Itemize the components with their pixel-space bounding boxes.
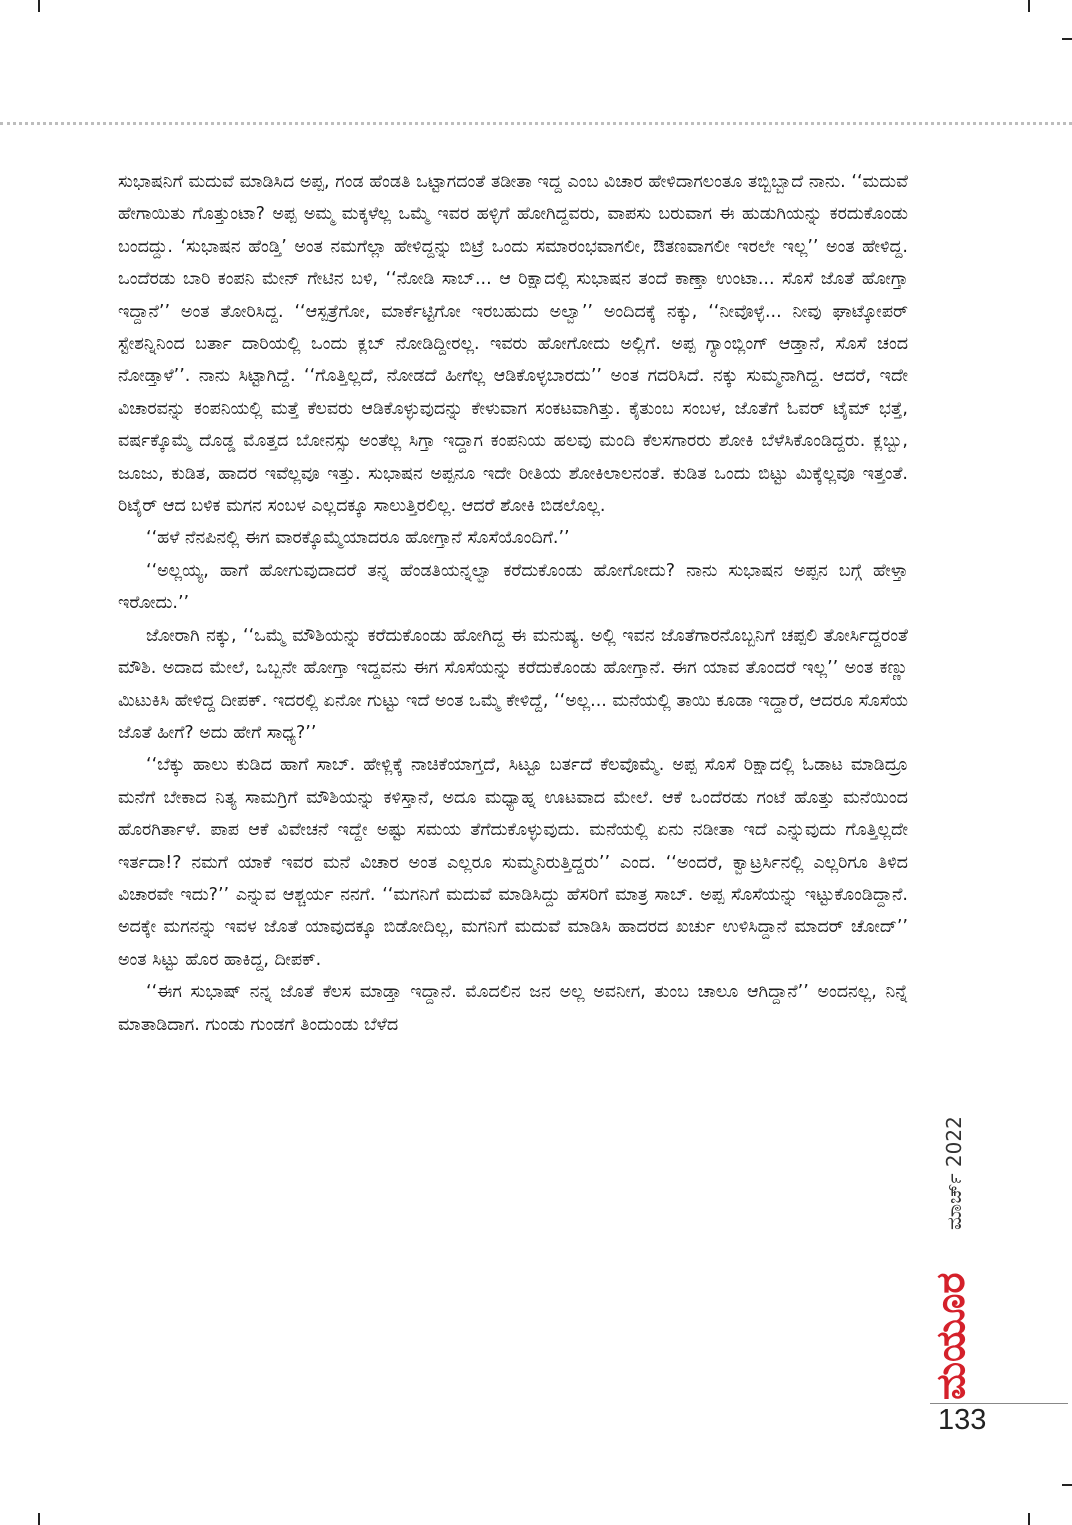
crop-mark-right-top (1062, 38, 1072, 40)
crop-mark-top-right (1028, 0, 1030, 12)
dotted-separator (0, 122, 1072, 125)
crop-mark-top-left (38, 0, 40, 12)
sidebar-masthead (912, 1040, 988, 1400)
issue-date: ಮಾರ್ಚ್ 2022 (942, 1116, 966, 1230)
paragraph: ಜೋರಾಗಿ ನಕ್ಕು, ‘‘ಒಮ್ಮೆ ಮೌಶಿಯನ್ನು ಕರೆದುಕೊಂಡು ಹೋಗಿದ್ದ ಈ ಮನುಷ್ಯ. ಅಲ್ಲಿ ಇವನ ಜೊತೆಗಾರನೊಬ್ಬನಿಗೆ ಚಪ್ಪಲಿ ತೋರ್ಸಿದ್ದರಂತೆ ಮೌಶಿ. ಅದಾದ ಮೇಲೆ, ಒಬ್ಬನೇ ಹೋಗ್ತಾ ಇದ್ದವನು ಈಗ ಸೊಸೆಯನ್ನು ಕರೆದುಕೊಂಡು ಹೋಗ್ತಾನೆ. ಈಗ ಯಾವ ತೊಂದರೆ ಇಲ್ಲ’’ ಅಂತ ಕಣ್ಣು ಮಿಟುಕಿಸಿ ಹೇಳಿದ್ದ ದೀಪಕ್. ಇದರಲ್ಲಿ ಏನೋ ಗುಟ್ಟು ಇದೆ ಅಂತ ಒಮ್ಮೆ ಕೇಳಿದ್ದೆ, ‘‘ಅಲ್ಲ... ಮನೆಯಲ್ಲಿ ತಾಯಿ ಕೂಡಾ ಇದ್ದಾರೆ, ಆದರೂ ಸೊಸೆಯ ಜೊತೆ ಹೀಗೆ? ಅದು ಹೇಗೆ ಸಾಧ್ಯ?’’ (118, 625, 908, 743)
paragraph: ‘‘ಹಳೆ ನೆನಪಿನಲ್ಲಿ ಈಗ ವಾರಕ್ಕೊಮ್ಮೆಯಾದರೂ ಹೋಗ್ತಾನೆ ಸೊಸೆಯೊಂದಿಗೆ.’’ (146, 528, 570, 549)
paragraph: ‘‘ಬೆಕ್ಕು ಹಾಲು ಕುಡಿದ ಹಾಗೆ ಸಾಬ್. ಹೇಳ್ಲಿಕ್ಕೆ ನಾಚಿಕೆಯಾಗ್ತದೆ, ಸಿಟ್ಟೂ ಬರ್ತದೆ ಕೆಲವೊಮ್ಮೆ. ಅಪ್ಪ ಸೊಸೆ ರಿಕ್ಷಾದಲ್ಲಿ ಓಡಾಟ ಮಾಡಿದ್ರೂ ಮನೆಗೆ ಬೇಕಾದ ನಿತ್ಯ ಸಾಮಗ್ರಿಗೆ ಮೌಶಿಯನ್ನು ಕಳಿಸ್ತಾನೆ, ಅದೂ ಮಧ್ಯಾಹ್ನ ಊಟವಾದ ಮೇಲೆ. ಆಕೆ ಒಂದೆರಡು ಗಂಟೆ ಹೊತ್ತು ಮನೆಯಿಂದ ಹೊರಗಿರ್ತಾಳೆ. ಪಾಪ ಆಕೆ ವಿವೇಚನೆ ಇದ್ದೇ ಅಷ್ಟು ಸಮಯ ತೆಗೆದುಕೊಳ್ಳುವುದು. ಮನೆಯಲ್ಲಿ ಏನು ನಡೀತಾ ಇದೆ ಎನ್ನುವುದು ಗೊತ್ತಿಲ್ಲದೇ ಇರ್ತದಾ!? ನಮಗೆ ಯಾಕೆ ಇವರ ಮನೆ ವಿಚಾರ ಅಂತ ಎಲ್ಲರೂ ಸುಮ್ಮನಿರುತ್ತಿದ್ದರು’’ ಎಂದ. ‘‘ಅಂದರೆ, ಕ್ವಾಟ್ರರ್ಸಿನಲ್ಲಿ ಎಲ್ಲರಿಗೂ ತಿಳಿದ ವಿಚಾರವೇ ಇದು?’’ ಎನ್ನುವ ಆಶ್ಚರ್ಯ ನನಗೆ. ‘‘ಮಗನಿಗೆ ಮದುವೆ ಮಾಡಿಸಿದ್ದು ಹೆಸರಿಗೆ ಮಾತ್ರ ಸಾಬ್. ಅಪ್ಪ ಸೊಸೆಯನ್ನು ಇಟ್ಟುಕೊಂಡಿದ್ದಾನೆ. ಅದಕ್ಕೇ ಮಗನನ್ನು ಇವಳ ಜೊತೆ ಯಾವುದಕ್ಕೂ ಬಿಡೋದಿಲ್ಲ, ಮಗನಿಗೆ ಮದುವೆ ಮಾಡಿಸಿ ಹಾದರದ ಖರ್ಚು ಉಳಿಸಿದ್ದಾನೆ ಮಾದರ್ ಚೋದ್’’ ಅಂತ ಸಿಟ್ಟು ಹೊರ ಹಾಕಿದ್ದ, ದೀಪಕ್. (118, 755, 908, 970)
paragraph: ‘‘ಈಗ ಸುಭಾಷ್ ನನ್ನ ಜೊತೆ ಕೆಲಸ ಮಾಡ್ತಾ ಇದ್ದಾನೆ. ಮೊದಲಿನ ಜನ ಅಲ್ಲ ಅವನೀಗ, ತುಂಬ ಚಾಲೂ ಆಗಿದ್ದಾನೆ’’ ಅಂದನಲ್ಲ, ನಿನ್ನೆ ಮಾತಾಡಿದಾಗ. ಗುಂಡು ಗುಂಡಗೆ ತಿಂದುಂಡು ಬೆಳೆದ (118, 982, 908, 1035)
crop-mark-bottom-right (1028, 1513, 1030, 1525)
crop-mark-right-bottom (1062, 1484, 1072, 1486)
magazine-logo: ಮಯೂರ (928, 1272, 974, 1400)
article-body (118, 166, 908, 1041)
paragraph: ‘‘ಅಲ್ಲಯ್ಯ, ಹಾಗೆ ಹೋಗುವುದಾದರೆ ತನ್ನ ಹೆಂಡತಿಯನ್ನಲ್ವಾ ಕರೆದುಕೊಂಡು ಹೋಗೋದು? ನಾನು ಸುಭಾಷನ ಅಪ್ಪನ ಬಗ್ಗೆ ಹೇಳ್ತಾ ಇರೋದು.’’ (118, 560, 908, 614)
crop-mark-bottom-left (38, 1513, 40, 1525)
paragraph: ಸುಭಾಷನಿಗೆ ಮದುವೆ ಮಾಡಿಸಿದ ಅಪ್ಪ, ಗಂಡ ಹೆಂಡತಿ ಒಟ್ಟಾಗದಂತೆ ತಡೀತಾ ಇದ್ದ ಎಂಬ ವಿಚಾರ ಹೇಳಿದಾಗಲಂತೂ ತಬ್ಬಿಬ್ಬಾದೆ ನಾನು. ‘‘ಮದುವೆ ಹೇಗಾಯಿತು ಗೊತ್ತುಂಟಾ? ಅಪ್ಪ ಅಮ್ಮ ಮಕ್ಕಳೆಲ್ಲ ಒಮ್ಮೆ ಇವರ ಹಳ್ಳಿಗೆ ಹೋಗಿದ್ದವರು, ವಾಪಸು ಬರುವಾಗ ಈ ಹುಡುಗಿಯನ್ನು ಕರದುಕೊಂಡು ಬಂದದ್ದು. ‘ಸುಭಾಷನ ಹೆಂಡ್ತಿ’ ಅಂತ ನಮಗೆಲ್ಲಾ ಹೇಳಿದ್ದನ್ನು ಬಿಟ್ರೆ ಒಂದು ಸಮಾರಂಭವಾಗಲೀ, ಔತಣವಾಗಲೀ ಇರಲೇ ಇಲ್ಲ’’ ಅಂತ ಹೇಳಿದ್ದ. ಒಂದೆರಡು ಬಾರಿ ಕಂಪನಿ ಮೇನ್ ಗೇಟಿನ ಬಳಿ, ‘‘ನೋಡಿ ಸಾಬ್... ಆ ರಿಕ್ಷಾದಲ್ಲಿ ಸುಭಾಷನ ತಂದೆ ಕಾಣ್ತಾ ಉಂಟಾ... ಸೊಸೆ ಜೊತೆ ಹೋಗ್ತಾ ಇದ್ದಾನೆ’’ ಅಂತ ತೋರಿಸಿದ್ದ. ‘‘ಆಸ್ಪತ್ರೆಗೋ, ಮಾರ್ಕೆಟ್ಟಿಗೋ ಇರಬಹುದು ಅಲ್ವಾ’’ ಅಂದಿದಕ್ಕೆ ನಕ್ಕು, ‘‘ನೀವೊಳ್ಳೆ... ನೀವು ಘಾಟ್ಕೋಪರ್ ಸ್ಟೇಶನ್ನಿನಿಂದ ಬರ್ತಾ ದಾರಿಯಲ್ಲಿ ಒಂದು ಕ್ಲಬ್ ನೋಡಿದ್ದೀರಲ್ಲ. ಇವರು ಹೋಗೋದು ಅಲ್ಲಿಗೆ. ಅಪ್ಪ ಗ್ಯಾಂಬ್ಲಿಂಗ್ ಆಡ್ತಾನೆ, ಸೊಸೆ ಚಂದ ನೋಡ್ತಾಳೆ’’. ನಾನು ಸಿಟ್ಟಾಗಿದ್ದೆ. ‘‘ಗೊತ್ತಿಲ್ಲದೆ, ನೋಡದೆ ಹೀಗೆಲ್ಲ ಆಡಿಕೊಳ್ಳಬಾರದು’’ ಅಂತ ಗದರಿಸಿದೆ. ನಕ್ಕು ಸುಮ್ಮನಾಗಿದ್ದ. ಆದರೆ, ಇದೇ ವಿಚಾರವನ್ನು ಕಂಪನಿಯಲ್ಲಿ ಮತ್ತೆ ಕೆಲವರು ಆಡಿಕೊಳ್ಳುವುದನ್ನು ಕೇಳುವಾಗ ಸಂಕಟವಾಗಿತ್ತು. ಕೈತುಂಬ ಸಂಬಳ, ಜೊತೆಗೆ ಓವರ್ ಟೈಮ್ ಭತ್ತೆ, ವರ್ಷಕ್ಕೊಮ್ಮೆ ದೊಡ್ಡ ಮೊತ್ತದ ಬೋನಸ್ಸು ಅಂತೆಲ್ಲ ಸಿಗ್ತಾ ಇದ್ದಾಗ ಕಂಪನಿಯ ಹಲವು ಮಂದಿ ಕೆಲಸಗಾರರು ಶೋಕಿ ಬೆಳೆಸಿಕೊಂಡಿದ್ದರು. ಕ್ಲಬ್ಬು, ಜೂಜು, ಕುಡಿತ, ಹಾದರ ಇವೆಲ್ಲವೂ ಇತ್ತು. ಸುಭಾಷನ ಅಪ್ಪನೂ ಇದೇ ರೀತಿಯ ಶೋಕಿಲಾಲನಂತೆ. ಕುಡಿತ ಒಂದು ಬಿಟ್ಟು ಮಿಕ್ಕೆಲ್ಲವೂ ಇತ್ತಂತೆ. ರಿಟೈರ್ ಆದ ಬಳಿಕ ಮಗನ ಸಂಬಳ ಎಲ್ಲದಕ್ಕೂ ಸಾಲುತ್ತಿರಲಿಲ್ಲ. ಆದರೆ ಶೋಕಿ ಬಿಡಲೊಲ್ಲ. (118, 172, 908, 517)
page-number: 133 (938, 1404, 987, 1436)
